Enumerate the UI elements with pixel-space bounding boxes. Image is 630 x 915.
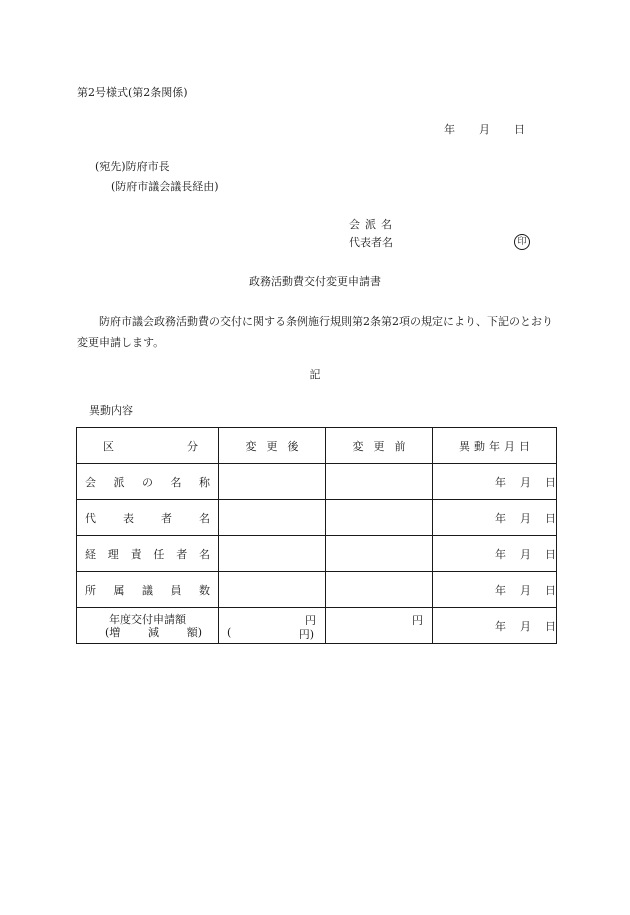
header-kubun: 区 分: [77, 428, 219, 464]
change-date-cell[interactable]: 年 月 日: [433, 608, 557, 644]
table-row: [77, 608, 557, 644]
faction-name-label: 会派名: [349, 218, 397, 231]
change-date-cell[interactable]: 年 月 日: [433, 536, 557, 572]
row-label-grant-amount: [77, 608, 219, 644]
addressee-via: (防府市議会議長経由): [111, 180, 219, 193]
row-label-representative: 代 表 者 名: [77, 500, 219, 536]
header-before: 変 更 前: [326, 428, 433, 464]
addressee: (宛先)防府市長: [95, 160, 170, 173]
before-cell[interactable]: [326, 572, 433, 608]
increase-decrease-label: (増 減 額): [105, 625, 202, 639]
table-row: [77, 536, 557, 572]
before-cell[interactable]: [326, 464, 433, 500]
seal-mark-icon: 印: [514, 234, 530, 250]
table-header-row: [77, 428, 557, 464]
row-label-member-count: 所 属 議 員 数: [77, 572, 219, 608]
body-text: 防府市議会政務活動費の交付に関する条例施行規則第2条第2項の規定により、下記のとおり変更申請します。: [77, 315, 553, 349]
after-cell[interactable]: [219, 500, 326, 536]
paren-open: (: [227, 626, 232, 639]
before-amount-cell[interactable]: [326, 608, 433, 644]
yen-unit: 円: [412, 614, 423, 627]
after-cell[interactable]: [219, 572, 326, 608]
change-date-cell[interactable]: 年 月 日: [433, 500, 557, 536]
header-after: 変 更 後: [219, 428, 326, 464]
yen-unit-paren: 円): [298, 628, 314, 641]
header-date: 異 動 年 月 日: [433, 428, 557, 464]
document-title: 政務活動費交付変更申請書: [249, 275, 381, 288]
grant-amount-label: 年度交付申請額: [109, 612, 186, 626]
table-row: [77, 464, 557, 500]
before-cell[interactable]: [326, 536, 433, 572]
change-table: [76, 427, 557, 644]
yen-unit: 円: [305, 614, 316, 627]
date-month: 月: [479, 123, 490, 136]
table-row: [77, 500, 557, 536]
after-cell[interactable]: [219, 464, 326, 500]
form-number: 第2号様式(第2条関係): [77, 86, 188, 99]
change-date-cell[interactable]: 年 月 日: [433, 464, 557, 500]
before-cell[interactable]: [326, 500, 433, 536]
after-cell[interactable]: [219, 536, 326, 572]
after-amount-cell[interactable]: [219, 608, 326, 644]
row-label-faction-name: 会 派 の 名 称: [77, 464, 219, 500]
date-line: [444, 124, 525, 135]
representative-label: 代表者名: [349, 236, 393, 249]
date-year: 年: [444, 123, 455, 136]
section-label: 異動内容: [89, 404, 133, 417]
ki-heading: 記: [309, 368, 321, 381]
row-label-accounting-officer: 経 理 責 任 者 名: [77, 536, 219, 572]
date-day: 日: [514, 123, 525, 136]
table-row: [77, 572, 557, 608]
change-date-cell[interactable]: 年 月 日: [433, 572, 557, 608]
